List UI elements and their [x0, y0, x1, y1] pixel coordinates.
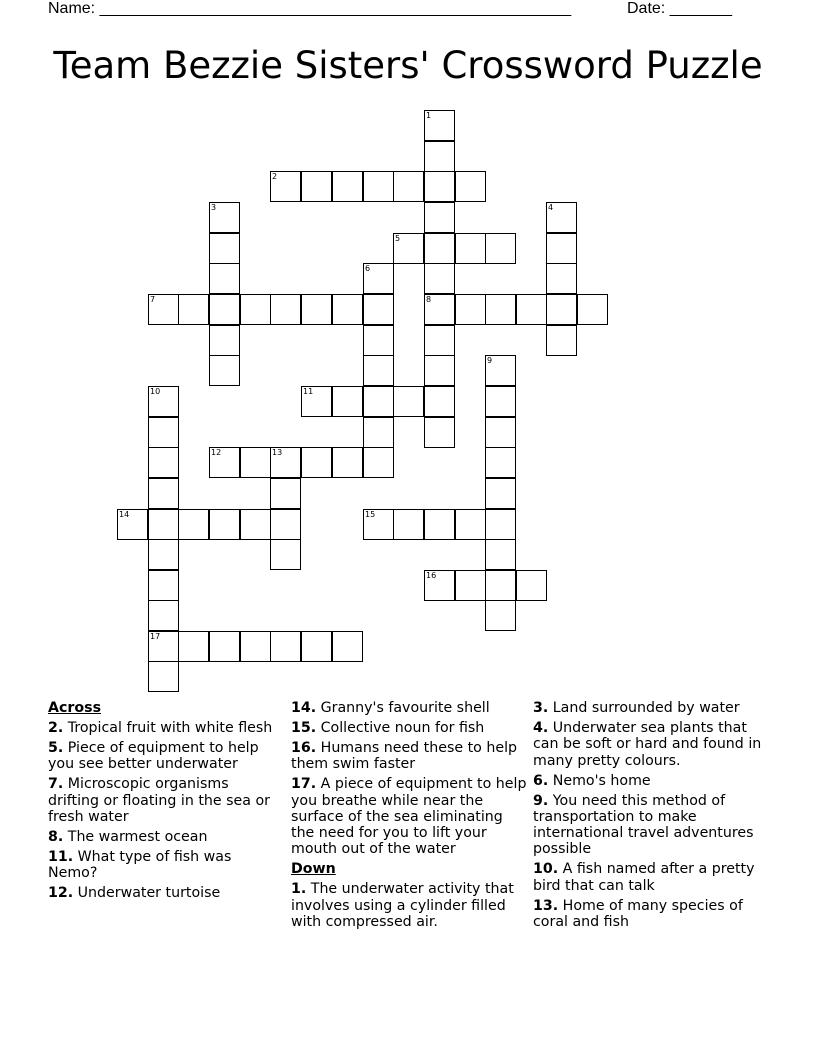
clue-item-number: 5. [48, 739, 64, 756]
grid-cell[interactable] [455, 233, 486, 264]
clue-item [48, 885, 278, 901]
grid-cell[interactable] [424, 141, 455, 172]
grid-cell[interactable] [424, 202, 455, 233]
grid-cell[interactable] [332, 171, 363, 202]
grid-cell[interactable] [363, 417, 394, 448]
clue-item [291, 881, 529, 930]
grid-cell[interactable] [148, 539, 179, 570]
grid-cell[interactable] [301, 447, 332, 478]
page-title: Team Bezzie Sisters' Crossword Puzzle [53, 44, 763, 87]
clue-item [533, 861, 773, 894]
grid-cell[interactable] [485, 294, 516, 325]
clues-column-2 [291, 700, 529, 934]
clue-number: 5 [395, 234, 401, 243]
grid-cell[interactable] [148, 570, 179, 601]
clue-item-number: 10. [533, 861, 559, 878]
grid-cell[interactable] [424, 509, 455, 540]
grid-cell[interactable] [455, 171, 486, 202]
down-clues-list-continued [533, 700, 773, 930]
clue-item-number: 7. [48, 776, 64, 793]
grid-cell[interactable] [577, 294, 608, 325]
grid-cell[interactable] [240, 631, 271, 662]
clue-number: 1 [426, 111, 432, 120]
clue-item-text: A piece of equipment to help you breathe while near the surface of the sea eliminating the need for you to lift your mouth out of the water [291, 776, 527, 858]
grid-cell[interactable] [424, 355, 455, 386]
clue-item [533, 720, 773, 769]
clue-item [291, 700, 529, 716]
across-heading: Across [48, 700, 102, 716]
grid-cell[interactable] [209, 263, 240, 294]
clue-item-text: Collective noun for fish [316, 719, 485, 736]
clue-item-number: 13. [533, 897, 559, 914]
name-field[interactable]: Name: _____________________________________________________ [48, 0, 572, 17]
grid-cell[interactable] [455, 570, 486, 601]
grid-cell[interactable] [485, 570, 516, 601]
clues-column-3 [533, 700, 773, 934]
grid-cell[interactable] [546, 325, 577, 356]
clue-number: 14 [119, 510, 130, 519]
grid-cell[interactable] [148, 447, 179, 478]
grid-cell[interactable] [270, 478, 301, 509]
grid-cell[interactable] [393, 509, 424, 540]
clue-number: 2 [272, 172, 278, 181]
clue-item-number: 1. [291, 881, 307, 898]
grid-cell[interactable] [148, 417, 179, 448]
clue-item [291, 776, 529, 857]
clue-number: 12 [211, 448, 222, 457]
clue-item-text: Humans need these to help them swim faster [291, 739, 518, 773]
grid-cell[interactable] [485, 447, 516, 478]
grid-cell[interactable] [424, 325, 455, 356]
grid-cell[interactable] [209, 509, 240, 540]
clue-number: 13 [272, 448, 283, 457]
grid-cell[interactable] [178, 294, 209, 325]
clue-number: 17 [150, 632, 161, 641]
grid-cell[interactable] [485, 509, 516, 540]
clue-item-text: Nemo's home [548, 772, 651, 789]
grid-cell[interactable] [424, 386, 455, 417]
clue-item [533, 700, 773, 716]
clue-item [533, 898, 773, 931]
grid-cell[interactable] [485, 386, 516, 417]
clue-item-number: 16. [291, 739, 317, 756]
clue-item-text: The underwater activity that involves using a cylinder filled with compressed air. [291, 881, 514, 930]
clue-item-number: 9. [533, 792, 549, 809]
grid-cell[interactable] [178, 631, 209, 662]
clue-item [48, 720, 278, 736]
grid-cell[interactable] [270, 631, 301, 662]
grid-cell[interactable] [516, 294, 547, 325]
grid-cell[interactable] [209, 325, 240, 356]
clue-item [48, 829, 278, 845]
grid-cell[interactable] [546, 294, 577, 325]
clue-number: 15 [365, 510, 376, 519]
grid-cell[interactable] [424, 417, 455, 448]
grid-cell[interactable] [424, 171, 455, 202]
grid-cell[interactable] [455, 294, 486, 325]
grid-cell[interactable] [148, 661, 179, 692]
clue-item [48, 849, 278, 882]
clue-item-number: 2. [48, 719, 64, 736]
clue-item-number: 4. [533, 719, 549, 736]
grid-cell[interactable] [363, 294, 394, 325]
date-field[interactable]: Date: _______ [627, 0, 732, 17]
clue-item-text: Underwater sea plants that can be soft or hard and found in many pretty colours. [533, 719, 762, 769]
clue-item-number: 3. [533, 700, 549, 716]
clue-number: 4 [548, 203, 554, 212]
grid-cell[interactable] [516, 570, 547, 601]
grid-cell[interactable] [332, 294, 363, 325]
clue-item-text: Home of many species of coral and fish [533, 897, 743, 930]
clue-item-text: Tropical fruit with white flesh [63, 719, 273, 736]
down-clues-list [291, 881, 529, 930]
grid-cell[interactable] [148, 509, 179, 540]
grid-cell[interactable] [178, 509, 209, 540]
clue-item [533, 793, 773, 858]
grid-cell[interactable] [209, 355, 240, 386]
grid-cell[interactable] [424, 263, 455, 294]
grid-cell[interactable] [209, 233, 240, 264]
clue-item [291, 720, 529, 736]
clue-item-text: A fish named after a pretty bird that can talk [533, 861, 755, 894]
clue-item-number: 8. [48, 828, 64, 845]
clue-number: 6 [365, 264, 371, 273]
grid-cell[interactable] [148, 478, 179, 509]
clue-number: 9 [487, 356, 493, 365]
grid-cell[interactable] [424, 233, 455, 264]
grid-cell[interactable] [546, 233, 577, 264]
clue-item [291, 740, 529, 773]
grid-cell[interactable] [301, 294, 332, 325]
grid-cell[interactable] [332, 631, 363, 662]
grid-cell[interactable] [240, 294, 271, 325]
clue-item-text: What type of fish was Nemo? [48, 848, 232, 882]
clue-item-number: 6. [533, 772, 549, 789]
clue-number: 8 [426, 295, 432, 304]
clue-item-text: Land surrounded by water [548, 700, 740, 716]
grid-cell[interactable] [485, 478, 516, 509]
clue-item-text: The warmest ocean [63, 828, 208, 845]
grid-cell[interactable] [209, 631, 240, 662]
grid-cell[interactable] [363, 447, 394, 478]
clues-column-1 [48, 700, 278, 905]
clue-item [48, 740, 278, 773]
grid-cell[interactable] [363, 325, 394, 356]
clue-item-text: Granny's favourite shell [316, 700, 490, 716]
clue-item-number: 11. [48, 848, 74, 865]
grid-cell[interactable] [546, 263, 577, 294]
grid-cell[interactable] [301, 631, 332, 662]
grid-cell[interactable] [485, 417, 516, 448]
grid-cell[interactable] [301, 171, 332, 202]
grid-cell[interactable] [363, 386, 394, 417]
clue-item-number: 14. [291, 700, 317, 716]
down-heading: Down [291, 861, 336, 878]
grid-cell[interactable] [240, 447, 271, 478]
clue-item-text: You need this method of transportation to make international travel adventures possible [533, 792, 754, 858]
grid-cell[interactable] [393, 171, 424, 202]
clue-item [533, 773, 773, 789]
clue-number: 3 [211, 203, 217, 212]
grid-cell[interactable] [485, 539, 516, 570]
grid-cell[interactable] [270, 539, 301, 570]
clue-item-text: Microscopic organisms drifting or floating in the sea or fresh water [48, 776, 270, 825]
grid-cell[interactable] [485, 600, 516, 631]
clue-item-text: Piece of equipment to help you see better underwater [48, 739, 259, 773]
across-clues-list-continued [291, 700, 529, 858]
grid-cell[interactable] [363, 355, 394, 386]
grid-cell[interactable] [148, 600, 179, 631]
grid-cell[interactable] [240, 509, 271, 540]
clue-item [48, 776, 278, 825]
grid-cell[interactable] [332, 447, 363, 478]
grid-cell[interactable] [455, 509, 486, 540]
grid-cell[interactable] [209, 294, 240, 325]
clue-item-text: Underwater turtoise [73, 885, 221, 902]
grid-cell[interactable] [332, 386, 363, 417]
clue-number: 10 [150, 387, 161, 396]
clue-number: 7 [150, 295, 156, 304]
across-clues-list [48, 720, 278, 901]
grid-cell[interactable] [393, 386, 424, 417]
grid-cell[interactable] [270, 294, 301, 325]
clue-item-number: 12. [48, 885, 74, 902]
clue-item-number: 15. [291, 719, 317, 736]
clue-item-number: 17. [291, 776, 317, 793]
clue-number: 11 [303, 387, 314, 396]
grid-cell[interactable] [363, 171, 394, 202]
grid-cell[interactable] [485, 233, 516, 264]
grid-cell[interactable] [270, 509, 301, 540]
clue-number: 16 [426, 571, 437, 580]
